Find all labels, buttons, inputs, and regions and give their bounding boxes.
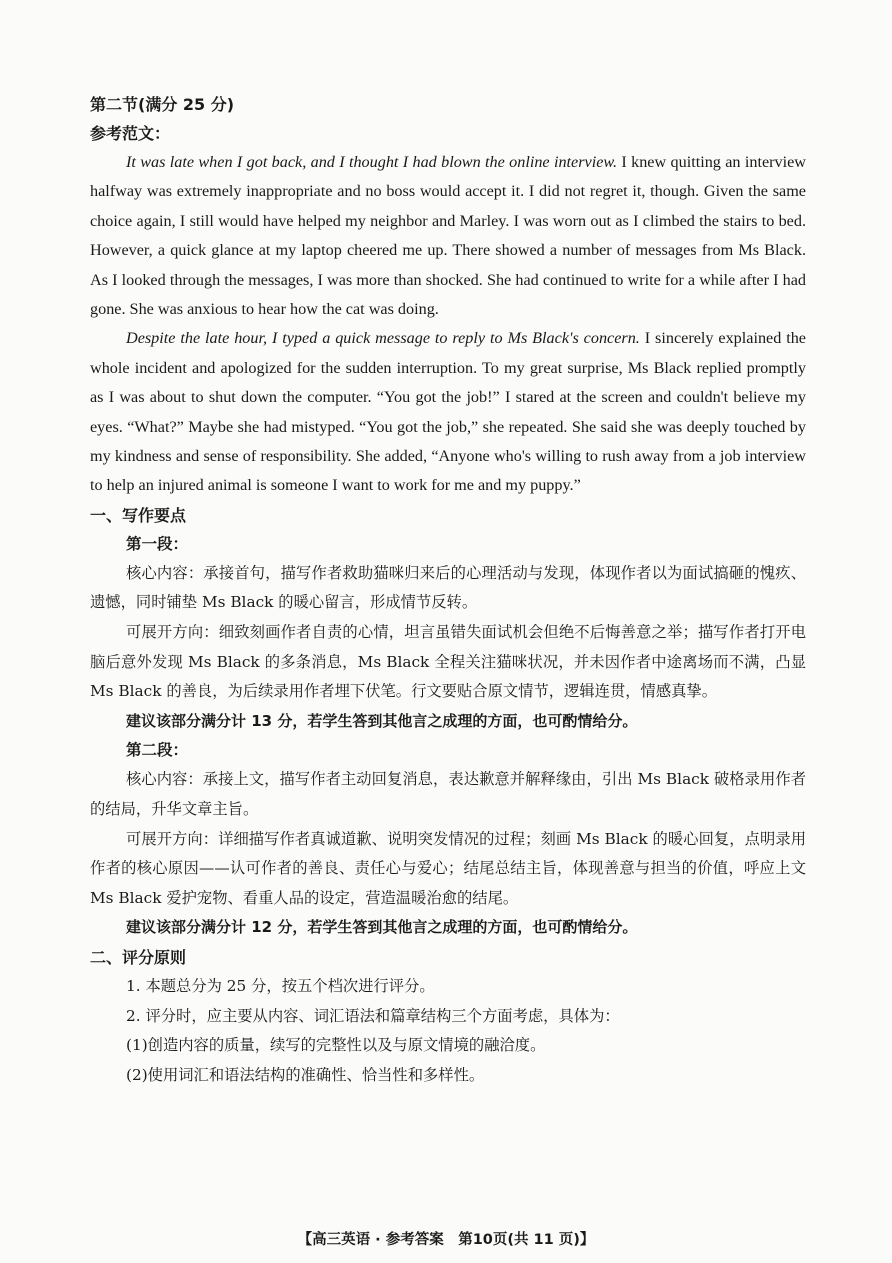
paragraph-2-score-note: 建议该部分满分计 12 分，若学生答到其他言之成理的方面，也可酌情给分。: [126, 918, 638, 937]
principle-item: (2)使用词汇和语法结构的准确性、恰当性和多样性。: [126, 1065, 485, 1084]
principle-item: 2. 评分时，应主要从内容、词汇语法和篇章结构三个方面考虑，具体为：: [126, 1006, 620, 1025]
paragraph-2-label: 第二段：: [126, 741, 189, 760]
scoring-principles-heading: 二、评分原则: [90, 948, 187, 967]
essay-paragraph-1: [90, 148, 806, 324]
paragraph-1-core-content: 核心内容：承接首句，描写作者救助猫咪归来后的心理活动与发现，体现作者以为面试搞砸的愧疚、遗憾，同时铺垫 Ms Black 的暖心留言，形成情节反转。: [90, 563, 806, 612]
principle-item: (1)创造内容的质量，续写的完整性以及与原文情境的融洽度。: [126, 1036, 546, 1055]
essay-paragraph-2-lead: Despite the late hour, I typed a quick message to reply to Ms Black's concern.: [126, 329, 640, 348]
principle-item: 1. 本题总分为 25 分，按五个档次进行评分。: [126, 977, 435, 995]
essay-paragraph-1-lead: It was late when I got back, and I thought I had blown the online interview.: [126, 153, 618, 171]
paragraph-1-score-note: 建议该部分满分计 13 分，若学生答到其他言之成理的方面，也可酌情给分。: [126, 711, 638, 730]
page-footer: 【高三英语 · 参考答案 第10页(共 11 页)】: [297, 1232, 595, 1248]
paragraph-2-core-content: 核心内容：承接上文，描写作者主动回复消息，表达歉意并解释缘由，引出 Ms Black 破格录用作者的结局，升华文章主旨。: [90, 770, 806, 819]
writing-points-heading: 一、写作要点: [90, 505, 187, 525]
section-title: 第二节(满分 25 分): [90, 95, 235, 114]
essay-paragraph-1-body: I knew quitting an interview halfway was extremely inappropriate and no boss would accept it. I did not regret it, though. Given the same choice again, I still would have helped my neighbor and Marley. I was worn out as I climbed the stairs to bed. However, a quick glance at my laptop cheered me up. There showed a number of messages from Ms Black. As I looked through the messages, I was more than shocked. She had continued to write for a while after I had gone. She was anxious to hear how the cat was doing.: [90, 153, 806, 319]
essay-paragraph-2: [90, 324, 806, 500]
paragraph-1-label: 第一段：: [126, 534, 189, 553]
paragraph-2-expansion: 可展开方向：详细描写作者真诚道歉、说明突发情况的过程；刻画 Ms Black 的暖心回复，点明录用作者的核心原因——认可作者的善良、责任心与爱心；结尾总结主旨，体现善意与担当的价值，呼应上文 Ms Black 爱护宠物、看重人品的设定，营造温暖治愈的结尾。: [90, 829, 806, 907]
sample-essay-label: 参考范文：: [90, 124, 171, 143]
paragraph-1-expansion: 可展开方向：细致刻画作者自责的心情，坦言虽错失面试机会但绝不后悔善意之举；描写作者打开电脑后意外发现 Ms Black 的多条消息，Ms Black 全程关注猫咪状况，并未因作者中途离场而不满，凸显 Ms Black 的善良，为后续录用作者埋下伏笔。行文要贴合原文情节，逻辑连贯，情感真挚。: [90, 623, 806, 701]
essay-paragraph-2-body: I sincerely explained the whole incident and apologized for the sudden interruption. To my great surprise, Ms Black replied promptly as I was about to shut down the computer. “You got the job!” I stared at the screen and couldn't believe my eyes. “What?” Maybe she had mistyped. “You got the job,” she repeated. She said she was deeply touched by my kindness and sense of responsibility. She added, “Anyone who's willing to rush away from a job interview to help an injured animal is someone I want to work for me and my puppy.”: [90, 329, 806, 495]
